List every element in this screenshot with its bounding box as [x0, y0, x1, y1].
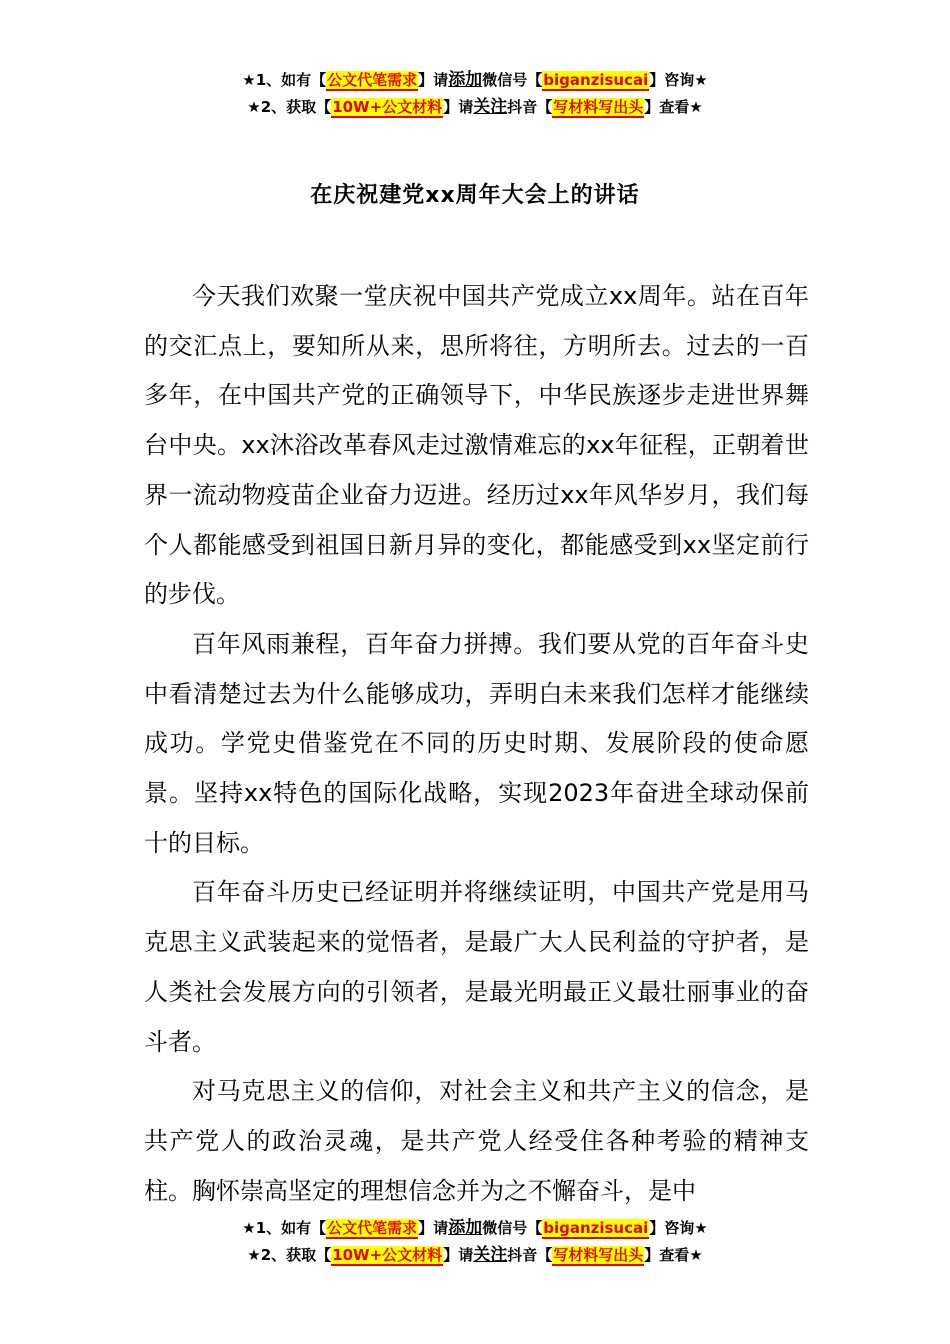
- banner-highlight: 10W+公文材料: [332, 98, 443, 116]
- banner-highlight: biganzisucai: [543, 1219, 649, 1237]
- banner-highlight: 写材料写出头: [553, 98, 644, 116]
- paragraph: 对马克思主义的信仰，对社会主义和共产主义的信念，是共产党人的政治灵魂，是共产党人经受住各种考验的精神支柱。胸怀崇高坚定的理想信念并为之不懈奋斗，是中: [144, 1077, 809, 1205]
- header-banner: [0, 67, 950, 121]
- footer-banner: [0, 1215, 950, 1269]
- banner-highlight: 写材料写出头: [553, 1246, 644, 1264]
- document-title: 在庆祝建党xx周年大会上的讲话: [310, 183, 640, 208]
- document-body: [144, 272, 809, 1216]
- banner-line-2: ★2、获取【10W+公文材料】请关注抖音【写材料写出头】查看★: [247, 97, 703, 117]
- banner-line-1: ★1、如有【公文代笔需求】请添加微信号【biganzisucai】咨询★: [242, 70, 708, 90]
- paragraph: 今天我们欢聚一堂庆祝中国共产党成立xx周年。站在百年的交汇点上，要知所从来，思所将往，方明所去。过去的一百多年，在中国共产党的正确领导下，中华民族逐步走进世界舞台中央。xx沐浴改革春风走过激情难忘的xx年征程，正朝着世界一流动物疫苗企业奋力迈进。经历过xx年风华岁月，我们每个人都能感受到祖国日新月异的变化，都能感受到xx坚定前行的步伐。: [144, 282, 809, 609]
- banner-line-2: ★2、获取【10W+公文材料】请关注抖音【写材料写出头】查看★: [247, 1245, 703, 1265]
- paragraph: 百年风雨兼程，百年奋力拼搏。我们要从党的百年奋斗史中看清楚过去为什么能够成功，弄明白未来我们怎样才能继续成功。学党史借鉴党在不同的历史时期、发展阶段的使命愿景。坚持xx特色的国际化战略，实现2023年奋进全球动保前十的目标。: [144, 629, 809, 857]
- paragraph: 百年奋斗历史已经证明并将继续证明，中国共产党是用马克思主义武装起来的觉悟者，是最广大人民利益的守护者，是人类社会发展方向的引领者，是最光明最正义最壮丽事业的奋斗者。: [144, 878, 809, 1056]
- banner-highlight: biganzisucai: [543, 71, 649, 89]
- banner-line-1: ★1、如有【公文代笔需求】请添加微信号【biganzisucai】咨询★: [242, 1218, 708, 1238]
- banner-highlight: 公文代笔需求: [327, 1219, 418, 1237]
- banner-highlight: 公文代笔需求: [327, 71, 418, 89]
- banner-highlight: 10W+公文材料: [332, 1246, 443, 1264]
